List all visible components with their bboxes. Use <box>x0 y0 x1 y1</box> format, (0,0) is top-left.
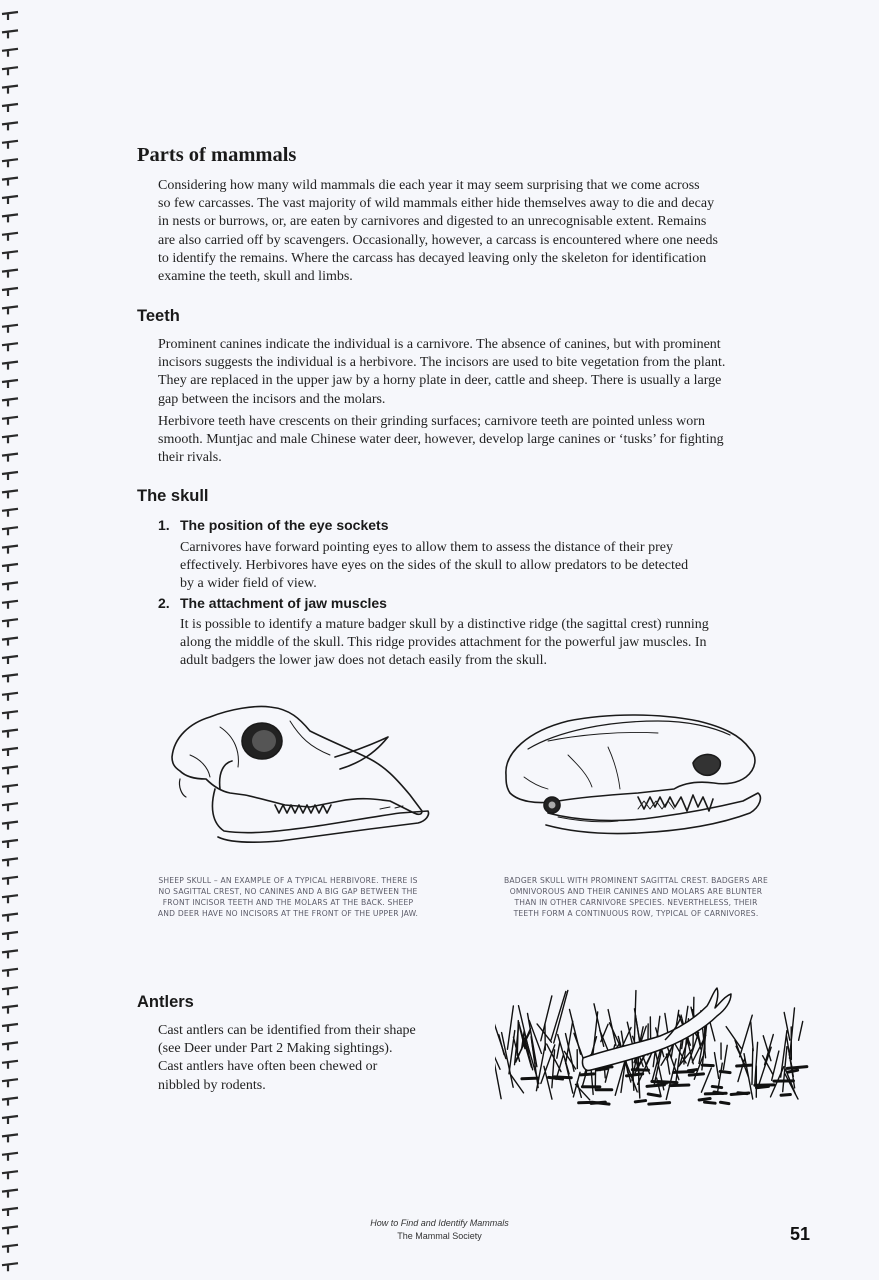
text-line: effectively. Herbivores have eyes on the sides of the skull to allow predators to be detected <box>180 558 689 574</box>
grass-blade <box>517 1021 518 1056</box>
ground-shadow <box>652 1081 667 1083</box>
text-line: are also carried off by scavengers. Occasionally, however, a carcass is encountered where one needs <box>158 232 718 248</box>
text-line: Herbivore teeth have crescents on their grinding surfaces; carnivore teeth are pointed unless worn <box>158 414 705 429</box>
ground-shadow <box>522 1078 538 1079</box>
page-number: 51 <box>790 1224 811 1244</box>
sheep-skull-illustration <box>160 697 440 847</box>
text-line: so few carcasses. The vast majority of wild mammals either hide themselves away to die and decay <box>158 196 715 212</box>
grass-blade <box>772 1051 779 1080</box>
footer-publisher: The Mammal Society <box>397 1231 482 1241</box>
grass-blade <box>509 1031 515 1074</box>
badger-skull-caption <box>486 875 786 919</box>
caption-line: OMNIVOROUS AND THEIR CANINES AND MOLARS ARE BLUNTER <box>509 887 763 896</box>
ground-shadow <box>626 1074 642 1076</box>
teeth-paragraph-1 <box>158 336 798 409</box>
grass-blade <box>738 1059 745 1082</box>
ground-shadow <box>649 1103 670 1105</box>
grass-blade <box>566 1021 573 1063</box>
section-title-teeth: Teeth <box>137 307 180 325</box>
section-title-parts-of-mammals: Parts of mammals <box>137 144 297 166</box>
ground-shadow <box>737 1065 752 1066</box>
ground-shadow <box>788 1070 798 1072</box>
text-line: (see Deer under Part 2 Making sightings). <box>158 1041 393 1057</box>
item-number: 1. <box>158 517 170 533</box>
ground-shadow <box>712 1086 721 1087</box>
grass-blade <box>710 1021 715 1041</box>
text-line: It is possible to identify a mature badger skull by a distinctive ridge (the sagittal crest) running <box>180 617 709 632</box>
antlers-paragraph <box>158 1022 478 1095</box>
item-number: 2. <box>158 595 170 611</box>
ground-shadow <box>787 1067 807 1069</box>
grass-blade <box>541 996 552 1041</box>
ground-shadow <box>581 1074 594 1075</box>
ground-shadow <box>781 1095 790 1096</box>
caption-line: SHEEP SKULL – AN EXAMPLE OF A TYPICAL HERBIVORE. THERE IS <box>158 876 418 885</box>
text-line: adult badgers the lower jaw does not detach easily from the skull. <box>180 653 548 669</box>
text-line: Cast antlers have often been chewed or <box>158 1059 378 1075</box>
badger-skull-illustration <box>488 705 783 840</box>
ground-shadow <box>720 1102 728 1103</box>
text-line: Considering how many wild mammals die each year it may seem surprising that we come across <box>158 178 700 193</box>
ground-shadow <box>632 1070 648 1071</box>
caption-line: BADGER SKULL WITH PROMINENT SAGITTAL CREST. BADGERS ARE <box>503 876 768 885</box>
cast-antler-in-grass-illustration <box>495 980 815 1110</box>
grass-blade <box>765 1035 774 1065</box>
caption-line: NO SAGITTAL CREST, NO CANINES AND A BIG GAP BETWEEN THE <box>158 887 418 896</box>
grass-blade <box>759 1047 771 1085</box>
item-heading-text: The position of the eye sockets <box>180 517 389 533</box>
caption-line: TEETH FORM A CONTINUOUS ROW, TYPICAL OF CARNIVORES. <box>513 909 759 918</box>
grass-blade <box>751 1022 753 1051</box>
grass-blade <box>735 1040 748 1077</box>
skull-item-heading-jaw-muscles <box>158 595 387 611</box>
teeth-paragraph-2 <box>158 413 798 468</box>
text-line: incisors suggests the individual is a herbivore. The incisors are used to bite vegetation from the plant. <box>158 355 726 371</box>
footer-book-title: How to Find and Identify Mammals <box>370 1218 509 1228</box>
sheep-skull-caption <box>138 875 438 919</box>
grass-blade <box>557 1042 560 1058</box>
grass-blade <box>608 1010 616 1046</box>
grass-blade <box>752 1048 753 1084</box>
grass-blade <box>714 1053 718 1079</box>
ground-shadow <box>689 1074 703 1075</box>
caption-line: AND DEER HAVE NO INCISORS AT THE FRONT OF THE UPPER JAW. <box>157 909 419 918</box>
ground-shadow <box>731 1093 749 1094</box>
ground-shadow <box>705 1093 726 1094</box>
item-heading-text: The attachment of jaw muscles <box>180 595 387 611</box>
text-line: Carnivores have forward pointing eyes to allow them to assess the distance of their prey <box>180 540 673 555</box>
grass-blade <box>790 1008 795 1058</box>
ground-shadow <box>591 1102 605 1103</box>
text-line: Cast antlers can be identified from their shape <box>158 1023 416 1038</box>
caption-line: THAN IN OTHER CARNIVORE SPECIES. NEVERTHELESS, THEIR <box>514 898 758 907</box>
caption-line: FRONT INCISOR TEETH AND THE MOLARS AT THE BACK. SHEEP <box>162 898 414 907</box>
skull-item-text-eye-sockets <box>180 539 800 594</box>
grass-blade <box>799 1021 803 1040</box>
text-line: along the middle of the skull. This ridge provides attachment for the powerful jaw muscles. In <box>180 635 707 651</box>
ground-shadow <box>705 1102 716 1103</box>
text-line: They are replaced in the upper jaw by a horny plate in deer, cattle and sheep. There is usually a large <box>158 373 722 389</box>
section-title-the-skull: The skull <box>137 487 209 505</box>
grass-blade <box>701 1068 711 1092</box>
text-line: smooth. Muntjac and male Chinese water deer, however, develop large canines or ‘tusks’ for fighting <box>158 432 724 448</box>
grass-blade <box>726 1027 741 1049</box>
grass-blade <box>740 1015 753 1057</box>
grass-blade <box>551 992 566 1041</box>
ground-shadow <box>635 1101 645 1102</box>
text-line: in nests or burrows, or, are eaten by carnivores and digested to an unrecognisable extent. Remains <box>158 214 707 230</box>
text-line: by a wider field of view. <box>180 576 317 592</box>
ground-shadow <box>720 1071 730 1072</box>
text-line: their rivals. <box>158 450 222 466</box>
skull-item-heading-eye-sockets <box>158 517 389 533</box>
ground-shadow <box>699 1099 710 1100</box>
section-title-antlers: Antlers <box>137 993 194 1011</box>
ground-shadow <box>648 1094 660 1096</box>
ground-shadow <box>554 1077 571 1078</box>
grass-blade <box>574 1033 584 1061</box>
text-line: gap between the incisors and the molars. <box>158 391 386 407</box>
parts-paragraph <box>158 177 798 286</box>
text-line: to identify the remains. Where the carcass has decayed leaving only the skeleton for identification <box>158 250 707 266</box>
skull-item-text-jaw-muscles <box>180 616 800 671</box>
ground-shadow <box>670 1085 689 1086</box>
grass-blade <box>723 1045 727 1069</box>
ground-shadow <box>647 1085 664 1087</box>
text-line: nibbled by rodents. <box>158 1077 266 1093</box>
text-line: examine the teeth, skull and limbs. <box>158 269 353 285</box>
ground-shadow <box>688 1070 696 1071</box>
text-line: Prominent canines indicate the individual is a carnivore. The absence of canines, but with prominent <box>158 337 721 352</box>
